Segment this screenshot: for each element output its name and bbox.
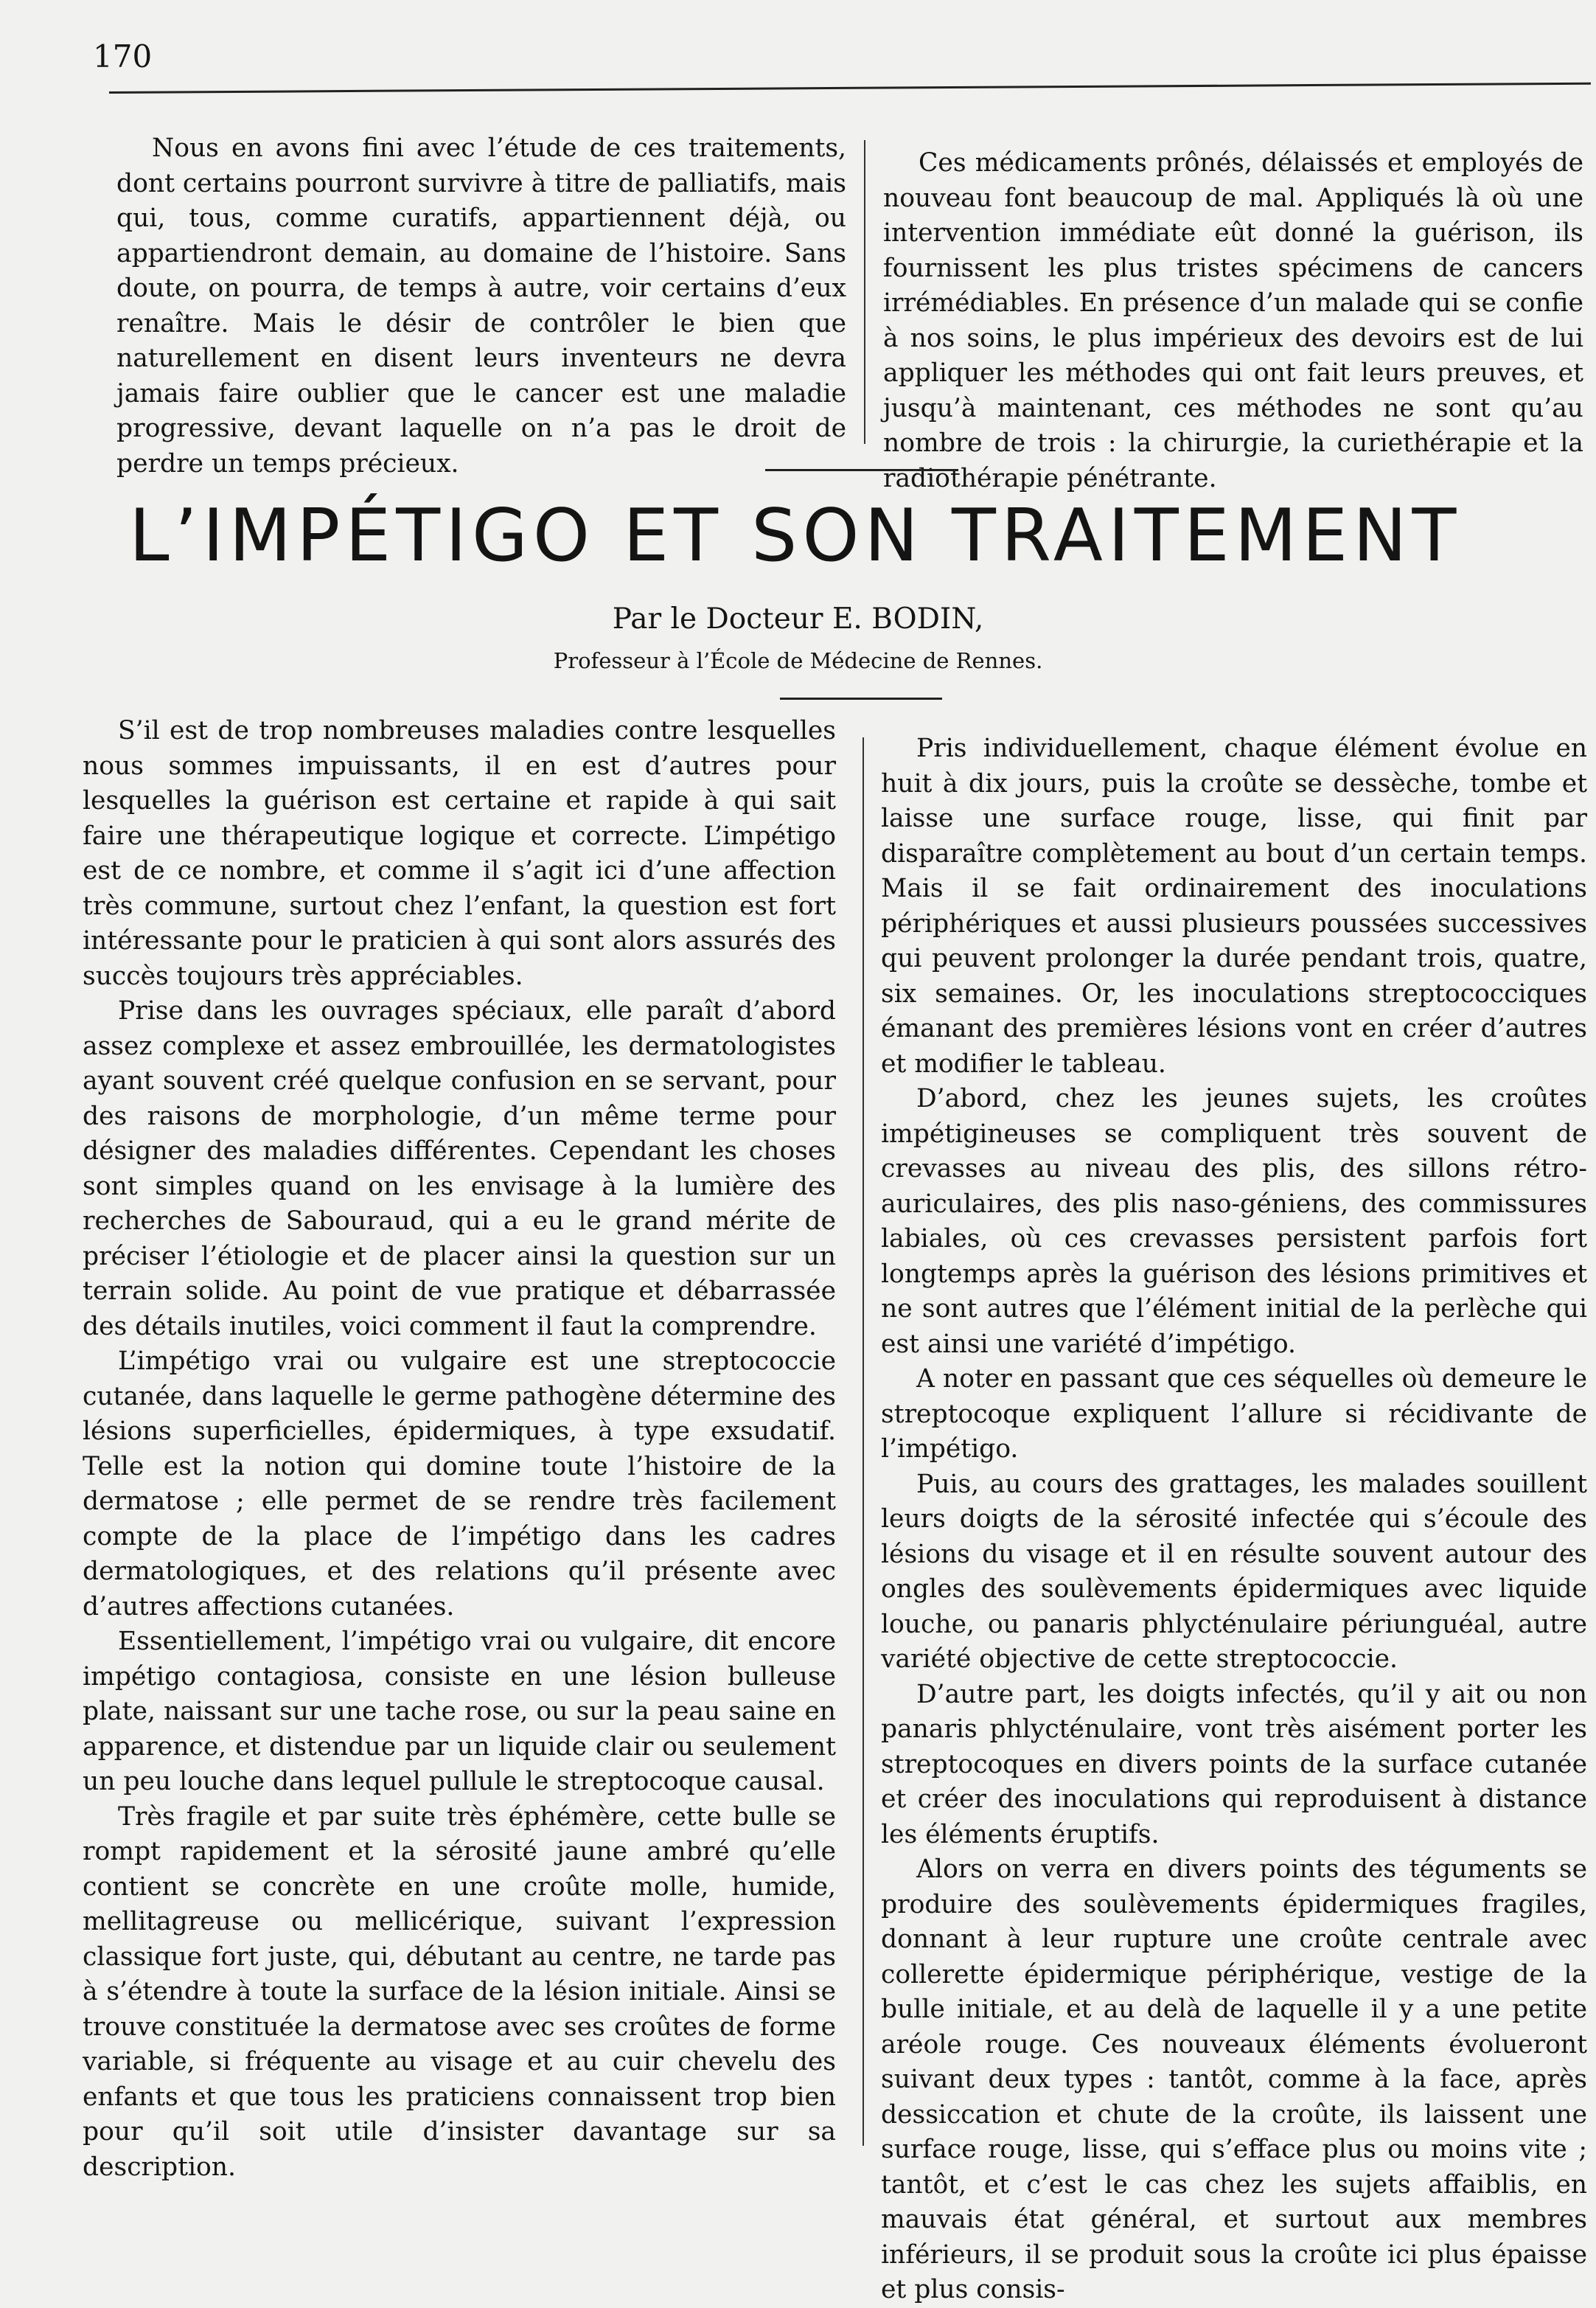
paragraph: A noter en passant que ces séquelles où demeure le streptocoque expliquent l’allure si récidivante de l’impétigo. [881,1364,1587,1464]
article-right-column [881,731,1587,2308]
column-divider [864,140,865,444]
paragraph: Prise dans les ouvrages spéciaux, elle paraît d’abord assez complexe et assez embrouillée, les dermatologistes ayant souvent créé quelque confusion en se servant, pour des raisons de morphologie, d’un même terme pour désigner des maladies différentes. Cependant les choses sont simples quand on les envisage à la lumière des recherches de Sabouraud, qui a eu le grand mérite de préciser l’étiologie et de placer ainsi la question sur un terrain solide. Au point de vue pratique et débarrassée des détails inutiles, voici comment il faut la comprendre. [83,996,836,1341]
paragraph: Alors on verra en divers points des téguments se produire des soulèvements épidermiques fragiles, donnant à leur rupture une croûte centrale avec collerette épidermique périphérique, vestige de la bulle initiale, et au delà de laquelle il y a une petite aréole rouge. Ces nouveaux éléments évolueront suivant deux types : tantôt, comme à la face, après dessiccation et chute de la croûte, ils laissent une surface rouge, lisse, qui s’efface plus ou moins vite ; tantôt, et c’est le cas chez les sujets affaiblis, en mauvais état général, et surtout aux membres inférieurs, il se produit sous la croûte ici plus épaisse et plus consis- [881,1855,1587,2304]
article-left-column [83,714,836,2185]
paragraph: L’impétigo vrai ou vulgaire est une streptococcie cutanée, dans laquelle le germe pathogène détermine des lésions superficielles, épidermiques, à type exsudatif. Telle est la notion qui domine toute l’histoire de la dermatose ; elle permet de se rendre très facilement compte de la place de l’impétigo dans les cadres dermatologiques, et des relations qu’il présente avec d’autres affections cutanées. [83,1346,836,1621]
heading-separator [780,698,942,700]
paragraph: Pris individuellement, chaque élément évolue en huit à dix jours, puis la croûte se dessèche, tombe et laisse une surface rouge, lisse, qui finit par disparaître complètement au bout d’un certain temps. Mais il se fait ordinairement des inoculations périphériques et aussi plusieurs poussées successives qui peuvent prolonger la durée pendant trois, quatre, six semaines. Or, les inoculations streptococciques émanant des premières lésions vont en créer d’autres et modifier le tableau. [881,734,1587,1079]
top-right-column [883,146,1583,496]
paragraph: Puis, au cours des grattages, les malades souillent leurs doigts de la sérosité infectée qui s’écoule des lésions du visage et il en résulte souvent autour des ongles des soulèvements épidermiques avec liquide louche, ou panaris phlycténulaire périunguéal, autre variété objective de cette streptococcie. [881,1469,1587,1674]
paragraph: D’autre part, les doigts infectés, qu’il y ait ou non panaris phlycténulaire, vont très aisément porter les streptocoques en divers points de la surface cutanée et créer des inoculations qui reproduisent à distance les éléments éruptifs. [881,1679,1587,1849]
paragraph: Ces médicaments prônés, délaissés et employés de nouveau font beaucoup de mal. Appliqués là où une intervention immédiate eût donné la guérison, ils fournissent les plus tristes spécimens de cancers irrémédiables. En présence d’un malade qui se confie à nos soins, le plus impérieux des devoirs est de lui appliquer les méthodes qui ont fait leurs preuves, et jusqu’à maintenant, ces méthodes ne sont qu’au nombre de trois : la chirurgie, la curiethérapie et la radiothérapie pénétrante. [883,148,1583,493]
paragraph: Nous en avons fini avec l’étude de ces traitements, dont certains pourront survivre à titre de palliatifs, mais qui, tous, comme curatifs, appartiennent déjà, ou appartiendront demain, au domaine de l’histoire. Sans doute, on pourra, de temps à autre, voir certains d’eux renaître. Mais le désir de contrôler le bien que naturellement en disent leurs inventeurs ne devra jamais faire oublier que le cancer est une maladie progressive, devant laquelle on n’a pas le droit de perdre un temps précieux. [116,133,846,479]
author-affiliation: Professeur à l’École de Médecine de Rennes. [553,648,1043,673]
header-rule [109,83,1591,94]
paragraph: Très fragile et par suite très éphémère, cette bulle se rompt rapidement et la sérosité jaune ambré qu’elle contient se concrète en une croûte molle, humide, mellitagreuse ou mellicérique, suivant l’expression classique fort juste, qui, débutant au centre, ne tarde pas à s’étendre à toute la surface de la lésion initiale. Ainsi se trouve constituée la dermatose avec ses croûtes de forme variable, si fréquente au visage et au cuir chevelu des enfants et que tous les praticiens connaissent trop bien pour qu’il soit utile d’insister davantage sur sa description. [83,1801,836,2182]
top-left-column [116,131,846,482]
article-title: L’IMPÉTIGO ET SON TRAITEMENT [129,494,1462,578]
paragraph: S’il est de trop nombreuses maladies contre lesquelles nous sommes impuissants, il en est d’autres pour lesquelles la guérison est certaine et rapide à qui sait faire une thérapeutique logique et correcte. L’impétigo est de ce nombre, et comme il s’agit ici d’une affection très commune, surtout chez l’enfant, la question est fort intéressante pour le praticien à qui sont alors assurés des succès toujours très appréciables. [83,716,836,991]
section-separator [765,469,958,471]
author-byline: Par le Docteur E. BODIN, [612,602,984,636]
page-number: 170 [93,38,153,74]
paragraph: Essentiellement, l’impétigo vrai ou vulgaire, dit encore impétigo contagiosa, consiste en une lésion bulleuse plate, naissant sur une tache rose, ou sur la peau saine en apparence, et distendue par un liquide clair ou seulement un peu louche dans lequel pullule le streptocoque causal. [83,1627,836,1796]
paragraph: D’abord, chez les jeunes sujets, les croûtes impétigineuses se compliquent très souvent de crevasses au niveau des plis, des sillons rétro-auriculaires, des plis naso-géniens, des commissures labiales, où ces crevasses persistent parfois fort longtemps après la guérison des lésions primitives et ne sont autres que l’élément initial de la perlèche qui est ainsi une variété d’impétigo. [881,1084,1587,1359]
column-divider [863,737,864,2146]
